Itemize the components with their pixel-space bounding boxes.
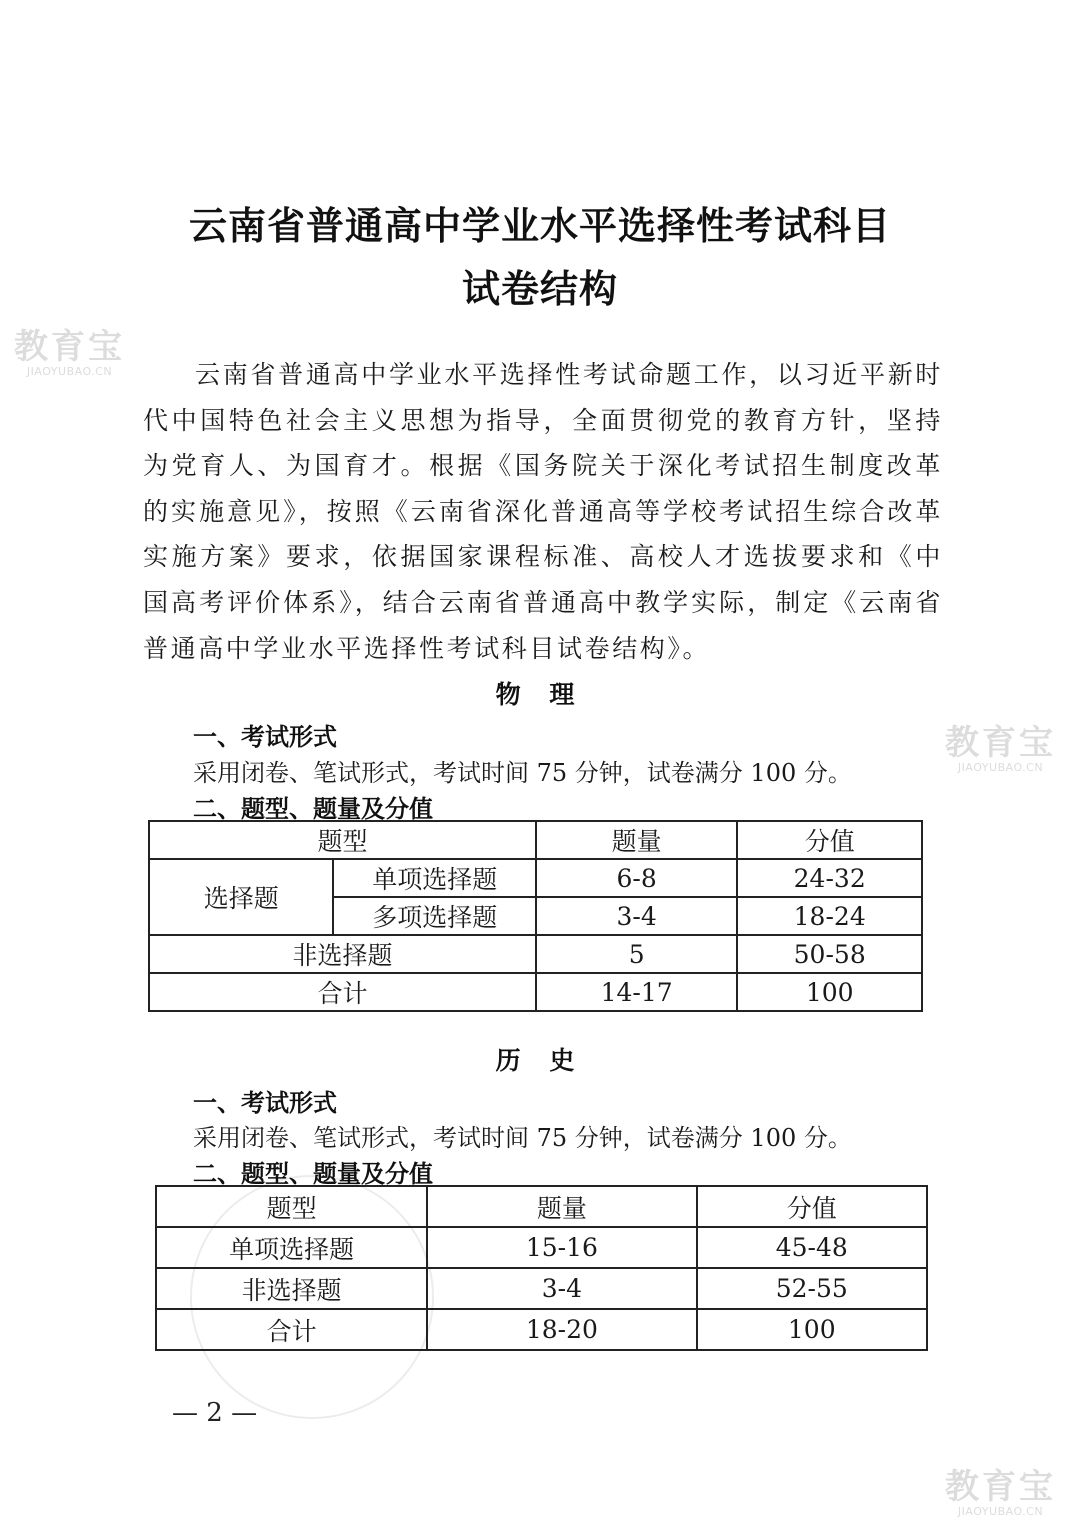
physics-exam-form-text: 采用闭卷、笔试形式，考试时间 75 分钟，试卷满分 100 分。 [193,759,852,787]
cell-score: 45-48 [697,1227,927,1268]
cell-type: 非选择题 [156,1268,427,1309]
cell-count: 6-8 [536,859,737,897]
history-heading-question-types: 二、题型、题量及分值 [193,1160,433,1188]
cell-type: 单项选择题 [156,1227,427,1268]
header-type: 题型 [149,821,536,859]
history-table [155,1185,928,1351]
cell-score: 100 [697,1309,927,1350]
watermark-middle-right [945,723,1056,774]
physics-table [148,820,923,1012]
table-header-row [149,821,922,859]
physics-heading-exam-form: 一、考试形式 [193,723,337,751]
cell-type: 合计 [156,1309,427,1350]
cell-score: 24-32 [737,859,922,897]
header-score: 分值 [697,1186,927,1227]
cell-type: 合计 [149,973,536,1011]
history-exam-form-text: 采用闭卷、笔试形式，考试时间 75 分钟，试卷满分 100 分。 [193,1124,852,1152]
table-row [156,1227,927,1268]
watermark-brand: 教育宝 [945,1467,1056,1507]
cell-type: 多项选择题 [333,897,535,935]
document-title-line2: 试卷结构 [461,267,618,311]
watermark-bottom-right [945,1467,1056,1518]
history-heading-exam-form: 一、考试形式 [193,1089,337,1117]
table-total-row [149,973,922,1011]
watermark-domain: JIAOYUBAO.CN [957,1505,1044,1518]
cell-count: 3-4 [536,897,737,935]
table-row [149,935,922,973]
cell-count: 14-17 [536,973,737,1011]
watermark-top-left [14,327,125,378]
watermark-domain: JIAOYUBAO.CN [26,365,113,378]
cell-count: 18-20 [427,1309,696,1350]
table-total-row [156,1309,927,1350]
cell-count: 5 [536,935,737,973]
header-count: 题量 [427,1186,696,1227]
intro-paragraph: 云南省普通高中学业水平选择性考试命题工作，以习近平新时代中国特色社会主义思想为指导，全面贯彻党的教育方针，坚持为党育人、为国育才。根据《国务院关于深化考试招生制度改革的实施意见》，按照《云南省深化普通高等学校考试招生综合改革实施方案》要求，依据国家课程标准、高校人才选拔要求和《中国高考评价体系》，结合云南省普通高中教学实际，制定《云南省普通高中学业水平选择性考试科目试卷结构》。 [143,360,943,663]
watermark-brand: 教育宝 [14,327,125,367]
cell-score: 100 [737,973,922,1011]
cell-type: 单项选择题 [333,859,535,897]
table-row [156,1268,927,1309]
header-count: 题量 [536,821,737,859]
table-row [149,859,922,897]
page-number: — 2 — [172,1398,258,1428]
header-type: 题型 [156,1186,427,1227]
table-header-row [156,1186,927,1227]
watermark-domain: JIAOYUBAO.CN [957,761,1044,774]
watermark-brand: 教育宝 [945,723,1056,763]
document-title-line1: 云南省普通高中学业水平选择性考试科目 [188,204,891,248]
cell-type: 非选择题 [149,935,536,973]
physics-heading-question-types: 二、题型、题量及分值 [193,795,433,823]
cell-score: 18-24 [737,897,922,935]
group-label-choice: 选择题 [149,859,333,935]
header-score: 分值 [737,821,922,859]
cell-score: 50-58 [737,935,922,973]
physics-subject-title: 物 理 [495,680,585,709]
cell-count: 3-4 [427,1268,696,1309]
history-subject-title: 历 史 [495,1046,585,1075]
cell-count: 15-16 [427,1227,696,1268]
cell-score: 52-55 [697,1268,927,1309]
